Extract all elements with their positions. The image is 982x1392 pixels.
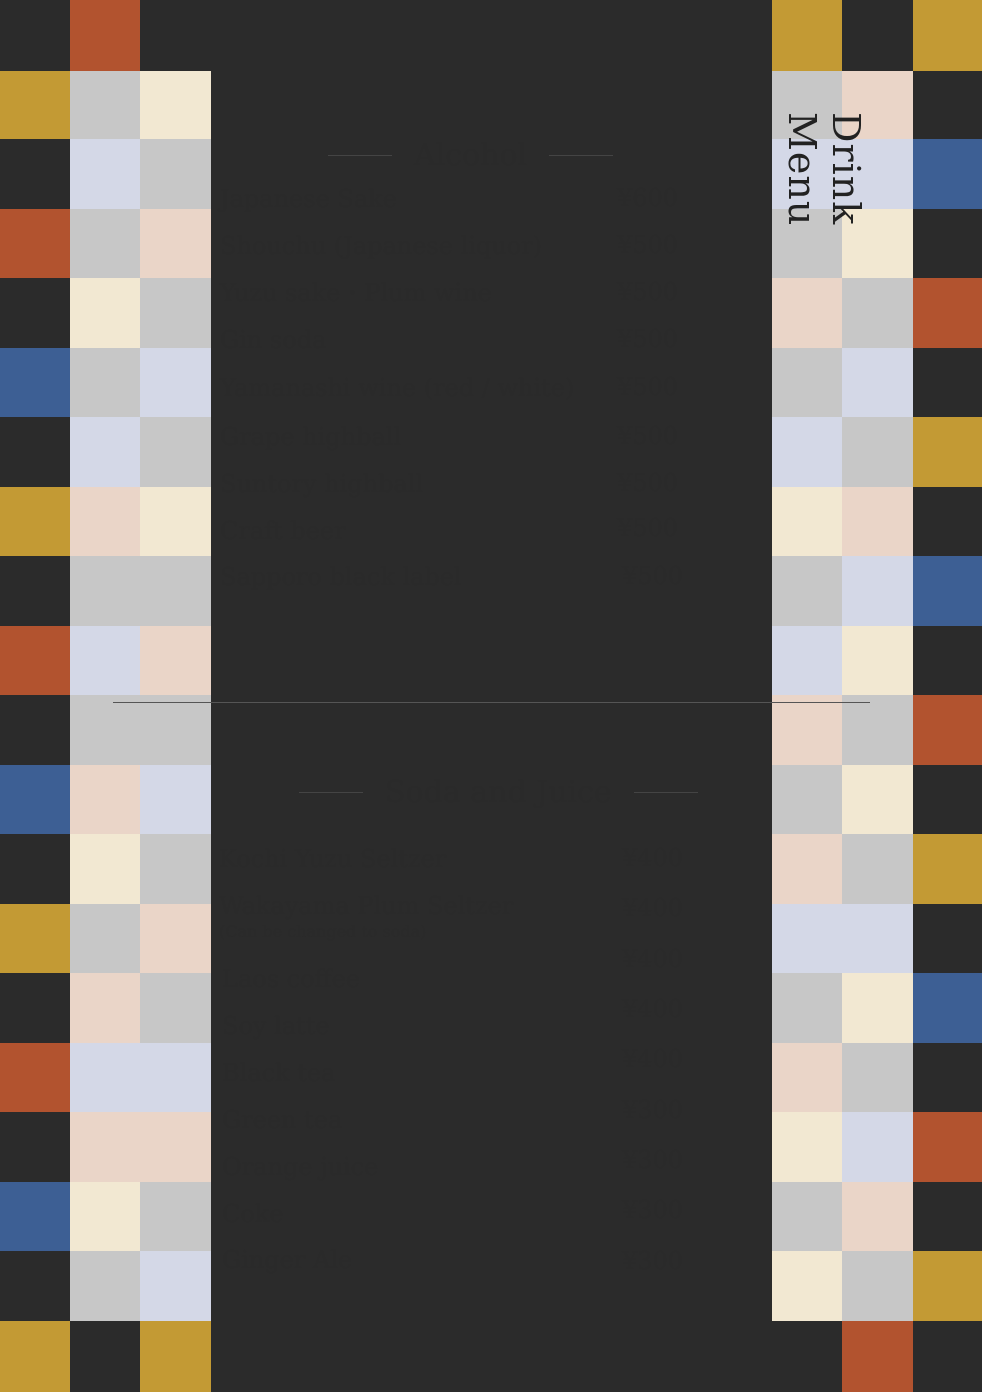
border-tile [772, 0, 843, 71]
alcohol-heading [328, 138, 613, 173]
heading-dash-left [328, 155, 392, 156]
border-tile [702, 0, 773, 71]
border-tile [0, 278, 71, 349]
section-divider [113, 702, 870, 703]
border-tile [211, 0, 282, 71]
menu-item-name: Laos coffee [222, 965, 360, 993]
border-tile [0, 139, 71, 210]
menu-item-price: ¥500 [617, 325, 679, 353]
border-tile [913, 417, 982, 488]
menu-item-name: Black tea [222, 1059, 336, 1087]
alcohol-heading-label: Alcohol [414, 138, 528, 173]
menu-item-name: Shouchu (Japanese liquor) [220, 232, 543, 260]
border-tile [913, 1251, 982, 1322]
menu-item-name: Ginger Ale [222, 1246, 353, 1274]
border-tile [913, 695, 982, 766]
menu-item-price: ¥500 [617, 278, 679, 306]
menu-item-name: Soy latte [222, 1012, 330, 1040]
menu-item-name: Yamanashi wine (red / white) [220, 374, 575, 402]
border-tile [0, 973, 71, 1044]
heading-dash-right [549, 155, 613, 156]
menu-item-name: Gin soda [220, 326, 327, 354]
menu-item-price: ¥300 [622, 1247, 684, 1275]
menu-item-name: Grape highball [220, 423, 402, 451]
border-tile [0, 70, 71, 141]
border-tile [0, 209, 71, 280]
border-tile [0, 1321, 71, 1392]
menu-item-price: ¥400 [622, 945, 684, 973]
menu-item-price: ¥500 [617, 373, 679, 401]
border-tile [842, 0, 913, 71]
border-tile [140, 0, 211, 71]
menu-title: Drink Menu [780, 112, 868, 227]
border-tile [0, 834, 71, 905]
border-tile [913, 348, 982, 419]
border-tile [0, 1182, 71, 1253]
border-tile [913, 626, 982, 697]
border-tile [913, 278, 982, 349]
border-tile [632, 0, 703, 71]
menu-item-name: Green tea [222, 1106, 343, 1134]
border-tile [491, 0, 562, 71]
border-tile [913, 487, 982, 558]
border-tile [913, 1112, 982, 1183]
menu-item-price: ¥400 [622, 1045, 684, 1073]
heading-dash-right [634, 792, 698, 793]
border-tile [913, 1043, 982, 1114]
border-tile [0, 348, 71, 419]
border-tile [913, 209, 982, 280]
border-tile [913, 139, 982, 210]
menu-item-price: ¥500 [617, 469, 679, 497]
menu-item-price: ¥300 [622, 1146, 684, 1174]
menu-item-price: ¥500 [617, 231, 679, 259]
border-tile [913, 1321, 982, 1392]
border-tile [0, 556, 71, 627]
border-tile [0, 417, 71, 488]
border-tile [0, 695, 71, 766]
border-tile [0, 1251, 71, 1322]
border-tile [913, 973, 982, 1044]
border-tile [913, 834, 982, 905]
menu-item-name: Craft beer [220, 517, 346, 545]
border-tile [0, 1112, 71, 1183]
menu-item-price: ¥500 [622, 562, 684, 590]
border-tile [913, 1182, 982, 1253]
border-tile [913, 0, 982, 71]
menu-item-name: Japanese Sake [220, 185, 397, 213]
border-tile [70, 0, 141, 71]
border-tile [562, 0, 633, 71]
menu-item-name: Suntory highball [220, 470, 424, 498]
menu-item-price: ¥500 [617, 514, 679, 542]
border-tile [351, 0, 422, 71]
menu-item-note: (Can be changed to soda) [219, 922, 427, 941]
border-tile [0, 1043, 71, 1114]
border-tile [0, 487, 71, 558]
border-tile [913, 904, 982, 975]
menu-item-name: Coke [222, 1200, 284, 1228]
menu-item-name: Yuzu sake・Plum wine [220, 279, 492, 307]
border-tile [913, 70, 982, 141]
border-tile [421, 0, 492, 71]
menu-item-name: Sapporo black label [220, 563, 462, 591]
border-tile [281, 0, 352, 71]
border-tile [0, 0, 71, 71]
menu-item-price: ¥300 [622, 1096, 684, 1124]
menu-item-price: ¥400 [622, 844, 684, 872]
menu-item-price: ¥400 [622, 894, 684, 922]
border-tile [0, 904, 71, 975]
menu-item-price: ¥600 [617, 184, 679, 212]
menu-item-name: Orange juice [222, 1153, 379, 1181]
menu-item-name: Wakayama Plum Seltzer [219, 892, 514, 920]
soda-heading [299, 775, 698, 810]
menu-item-price: ¥400 [622, 995, 684, 1023]
menu-item-name: Kochi Yuzu Seltzer [219, 845, 447, 873]
border-tile [913, 765, 982, 836]
soda-heading-label: Soda and Juice [385, 775, 612, 810]
menu-item-price: ¥300 [622, 1196, 684, 1224]
border-tile [913, 556, 982, 627]
menu-item-price: ¥500 [617, 422, 679, 450]
border-tile [0, 765, 71, 836]
heading-dash-left [299, 792, 363, 793]
border-tile [0, 626, 71, 697]
